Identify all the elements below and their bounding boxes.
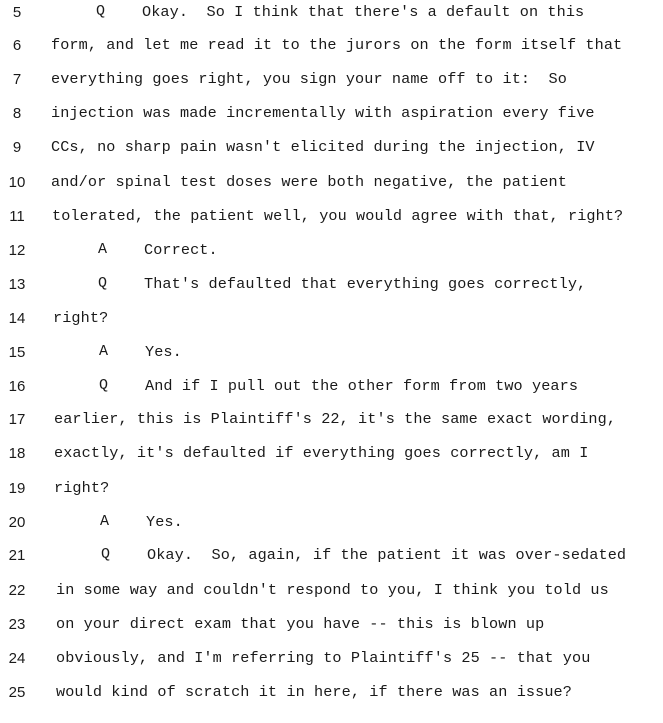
line-number: 18 bbox=[8, 445, 26, 462]
line-number: 13 bbox=[8, 276, 26, 293]
line-number: 19 bbox=[8, 480, 26, 497]
transcript-line bbox=[0, 476, 663, 510]
transcript-line bbox=[0, 306, 663, 340]
transcript-line bbox=[0, 204, 663, 238]
line-text: That's defaulted that everything goes correctly, bbox=[144, 275, 587, 293]
speaker-label: Q bbox=[98, 275, 108, 292]
transcript-line bbox=[0, 33, 663, 67]
line-text: would kind of scratch it in here, if there was an issue? bbox=[56, 683, 572, 701]
speaker-label: Q bbox=[99, 377, 109, 394]
transcript-line bbox=[0, 441, 663, 475]
line-number: 20 bbox=[8, 514, 26, 531]
line-text: everything goes right, you sign your name off to it: So bbox=[51, 70, 567, 88]
line-number: 16 bbox=[8, 378, 26, 395]
transcript-line bbox=[0, 67, 663, 101]
line-text: earlier, this is Plaintiff's 22, it's the same exact wording, bbox=[54, 410, 617, 428]
transcript-line bbox=[0, 407, 663, 441]
line-number: 24 bbox=[8, 650, 26, 667]
transcript-line bbox=[0, 612, 663, 646]
line-number: 14 bbox=[8, 310, 26, 327]
transcript-line bbox=[0, 0, 663, 34]
line-number: 25 bbox=[8, 684, 26, 701]
transcript-line bbox=[0, 101, 663, 135]
line-text: Okay. So, again, if the patient it was over-sedated bbox=[147, 546, 627, 564]
line-text: Yes. bbox=[146, 513, 183, 531]
line-number: 8 bbox=[12, 105, 22, 122]
line-number: 7 bbox=[12, 71, 22, 88]
transcript-line bbox=[0, 340, 663, 374]
line-text: and/or spinal test doses were both negative, the patient bbox=[51, 173, 567, 191]
line-text: in some way and couldn't respond to you, I think you told us bbox=[56, 581, 609, 599]
line-number: 11 bbox=[9, 208, 25, 225]
line-number: 22 bbox=[8, 582, 26, 599]
transcript-line bbox=[0, 543, 663, 577]
line-text: Correct. bbox=[144, 241, 218, 259]
line-number: 21 bbox=[8, 547, 26, 564]
transcript-line bbox=[0, 374, 663, 408]
line-text: obviously, and I'm referring to Plaintiff's 25 -- that you bbox=[56, 649, 591, 667]
speaker-label: A bbox=[99, 343, 109, 360]
speaker-label: Q bbox=[101, 546, 111, 563]
transcript-line bbox=[0, 646, 663, 680]
line-text: on your direct exam that you have -- this is blown up bbox=[56, 615, 545, 633]
line-text: right? bbox=[54, 479, 110, 497]
speaker-label: A bbox=[98, 241, 108, 258]
line-text: tolerated, the patient well, you would agree with that, right? bbox=[52, 207, 624, 225]
line-text: form, and let me read it to the jurors on the form itself that bbox=[51, 36, 623, 54]
transcript-line bbox=[0, 135, 663, 169]
line-text: Okay. So I think that there's a default on this bbox=[142, 3, 585, 21]
line-number: 5 bbox=[12, 4, 22, 21]
line-text: Yes. bbox=[145, 343, 182, 361]
transcript-line bbox=[0, 238, 663, 272]
line-number: 15 bbox=[8, 344, 26, 361]
line-text: exactly, it's defaulted if everything goes correctly, am I bbox=[54, 444, 589, 462]
line-text: CCs, no sharp pain wasn't elicited during the injection, IV bbox=[51, 138, 595, 156]
transcript-line bbox=[0, 510, 663, 544]
transcript-line bbox=[0, 680, 663, 714]
line-number: 9 bbox=[12, 139, 22, 156]
line-text: injection was made incrementally with aspiration every five bbox=[51, 104, 595, 122]
line-number: 17 bbox=[8, 411, 26, 428]
line-number: 12 bbox=[8, 242, 26, 259]
transcript-line bbox=[0, 170, 663, 204]
line-text: right? bbox=[53, 309, 109, 327]
line-number: 23 bbox=[8, 616, 26, 633]
line-text: And if I pull out the other form from two years bbox=[145, 377, 579, 395]
transcript-line bbox=[0, 272, 663, 306]
speaker-label: Q bbox=[96, 3, 106, 20]
line-number: 10 bbox=[8, 174, 26, 191]
speaker-label: A bbox=[100, 513, 110, 530]
line-number: 6 bbox=[12, 37, 22, 54]
transcript-line bbox=[0, 578, 663, 612]
